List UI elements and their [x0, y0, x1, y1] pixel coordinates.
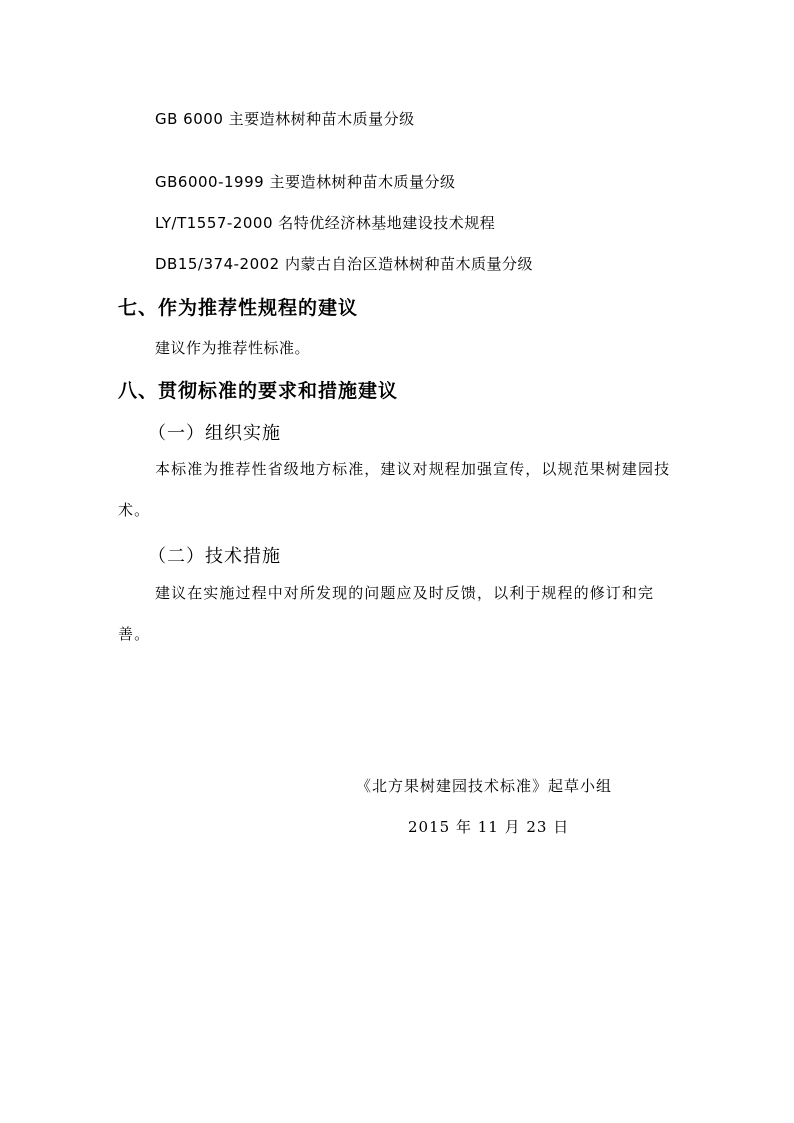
section-7-body: 建议作为推荐性标准。 [155, 339, 311, 357]
subsection-1-heading: （一）组织实施 [148, 423, 281, 444]
reference-item: GB6000-1999 主要造林树种苗木质量分级 [155, 173, 456, 191]
subsection-2-body: 建议在实施过程中对所发现的问题应及时反馈，以利于规程的修订和完善。 [118, 584, 655, 643]
subsection-1-body: 本标准为推荐性省级地方标准，建议对规程加强宣传，以规范果树建园技术。 [118, 460, 671, 519]
reference-item: DB15/374-2002 内蒙古自治区造林树种苗木质量分级 [155, 255, 533, 273]
section-8-heading: 八、贯彻标准的要求和措施建议 [118, 380, 399, 402]
section-7-heading: 七、作为推荐性规程的建议 [118, 297, 359, 319]
subsection-2-heading: （二）技术措施 [148, 546, 281, 567]
drafting-group-signature: 《北方果树建园技术标准》起草小组 [356, 777, 613, 795]
signature-date: 2015 年 11 月 23 日 [408, 818, 570, 836]
reference-item: GB 6000 主要造林树种苗木质量分级 [155, 110, 415, 128]
reference-item: LY/T1557-2000 名特优经济林基地建设技术规程 [155, 214, 496, 232]
